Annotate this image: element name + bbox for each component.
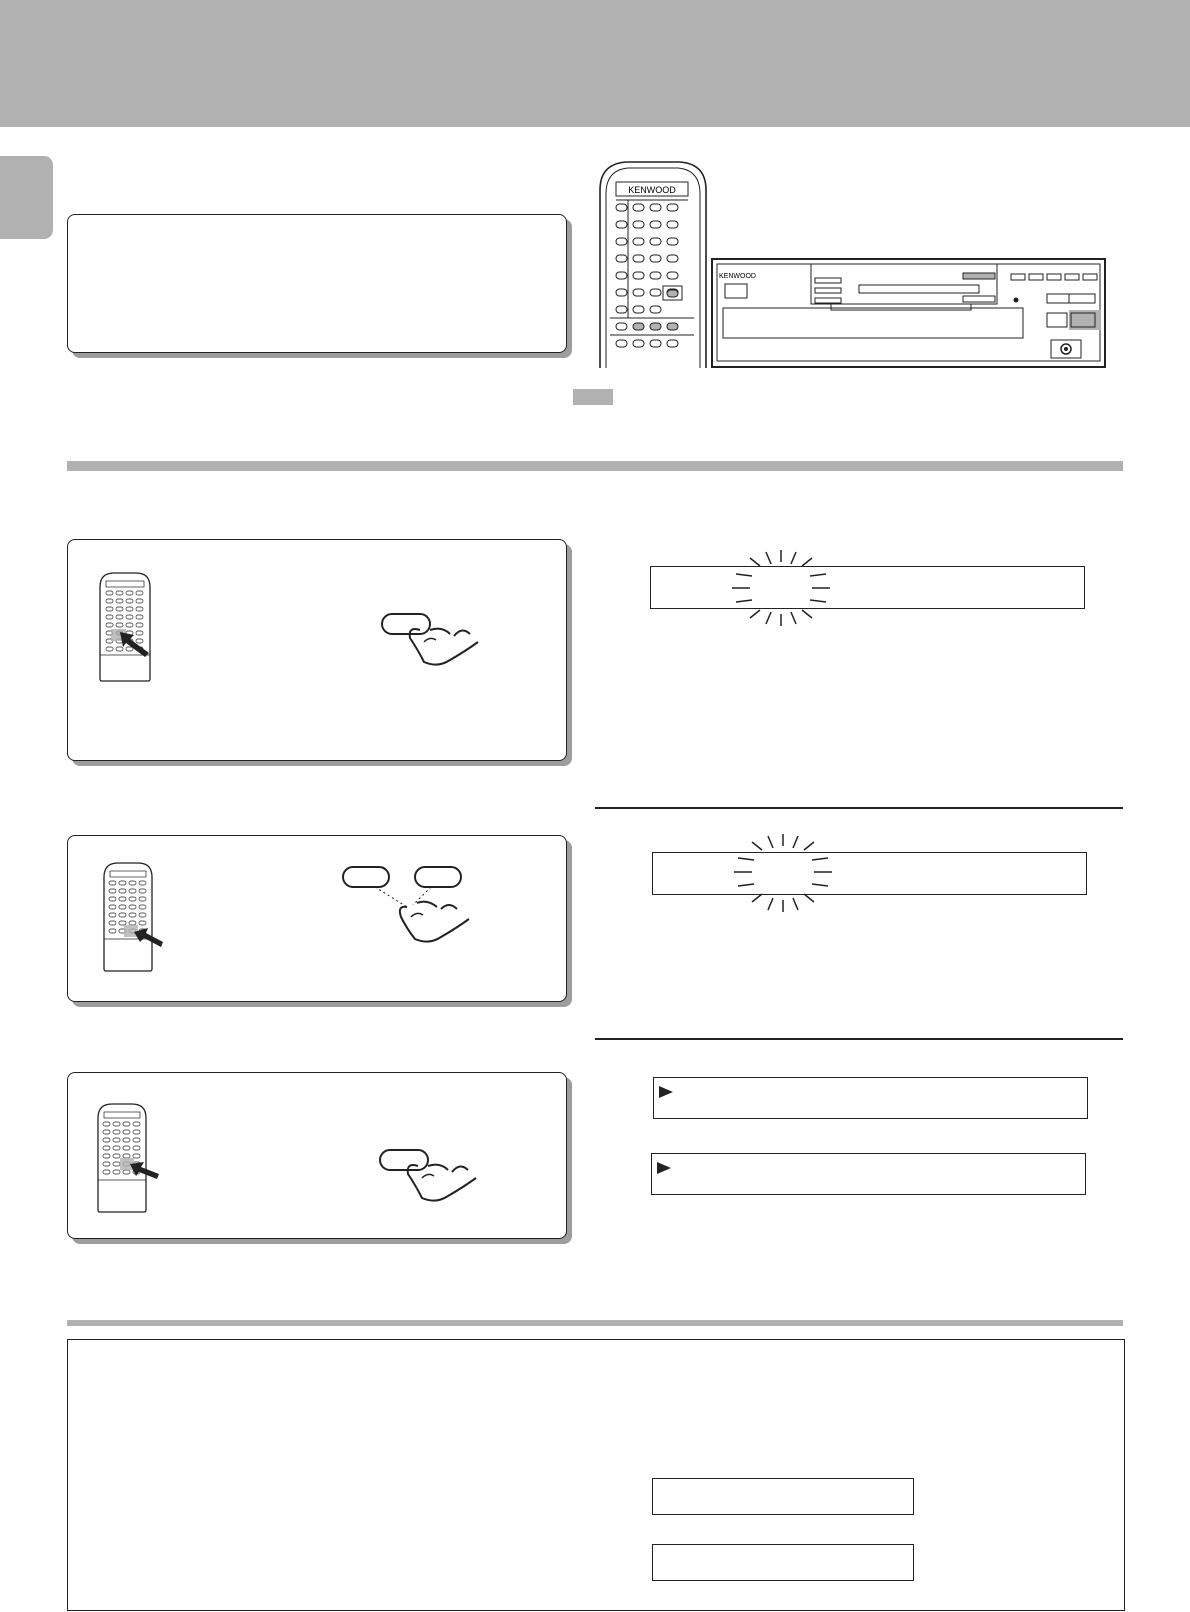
intro-box — [67, 214, 567, 353]
finger-press-icon — [380, 612, 480, 668]
display-window-1 — [650, 566, 1085, 609]
step-divider — [595, 1038, 1123, 1040]
page-header-band — [0, 0, 1190, 127]
remote-control-icon — [96, 1102, 148, 1214]
press-arrow-icon — [134, 928, 164, 954]
display-window-note-a — [652, 1478, 914, 1515]
section-tab — [0, 156, 53, 239]
notes-box — [67, 1339, 1125, 1611]
press-arrow-icon — [120, 632, 150, 658]
play-triangle-icon — [657, 1162, 671, 1174]
remote-control-icon — [102, 861, 154, 973]
section-rule — [67, 461, 1123, 471]
blink-burst-icon — [728, 832, 838, 914]
highlight-legend-swatch — [573, 389, 613, 405]
display-window-2 — [652, 852, 1087, 895]
display-window-3b — [651, 1153, 1086, 1195]
remote-control-icon — [598, 160, 708, 368]
remote-control-icon — [98, 571, 152, 683]
finger-press-icon — [378, 1148, 478, 1204]
cd-player-front-panel-icon — [711, 258, 1106, 368]
display-window-note-b — [652, 1544, 914, 1581]
player-brand-label: KENWOOD — [719, 273, 756, 280]
step-divider — [595, 807, 1123, 809]
remote-brand-label: KENWOOD — [628, 185, 676, 195]
play-triangle-icon — [659, 1086, 673, 1098]
display-window-3a — [653, 1077, 1088, 1119]
finger-press-icon — [341, 865, 481, 945]
section-rule — [67, 1320, 1123, 1326]
press-arrow-icon — [130, 1162, 160, 1184]
blink-burst-icon — [726, 548, 836, 628]
